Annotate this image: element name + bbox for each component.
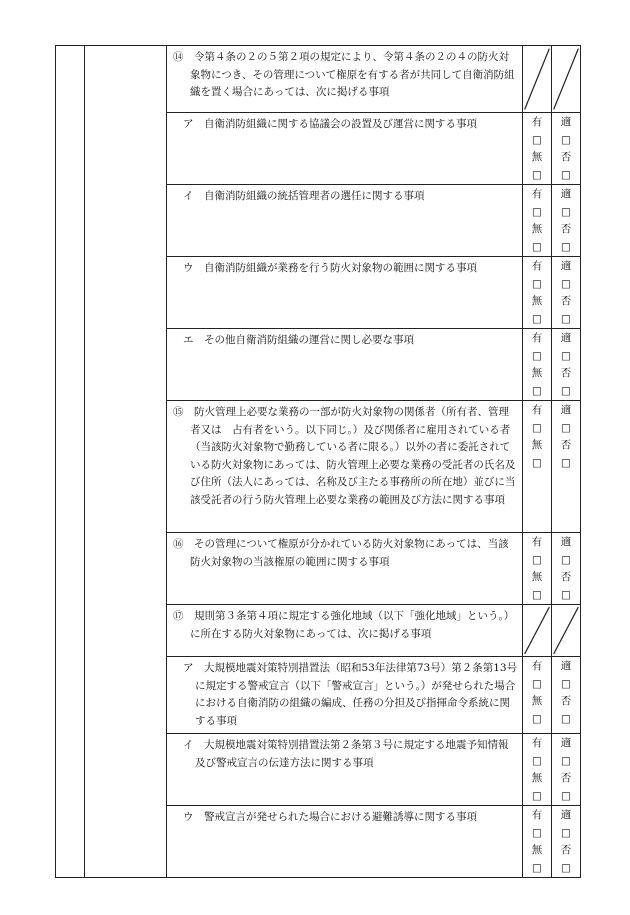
judgement-checkbox-2[interactable]: □ bbox=[561, 312, 571, 325]
judgement-label-1: 適 bbox=[560, 332, 572, 344]
sub-item-text: イ 自衛消防組織の統括管理者の選任に関する事項 bbox=[183, 190, 425, 202]
judgement-checkbox-2[interactable]: □ bbox=[561, 789, 571, 802]
presence-checkbox-1[interactable]: □ bbox=[532, 677, 542, 690]
item-description-cell bbox=[167, 401, 523, 533]
presence-label-1: 有 bbox=[531, 332, 543, 344]
judgement-cell bbox=[552, 257, 581, 329]
presence-checkbox-2[interactable]: □ bbox=[532, 861, 542, 874]
item-description-cell bbox=[167, 329, 523, 401]
judgement-checkbox-2[interactable]: □ bbox=[561, 168, 571, 181]
item-text: ⑭ 令第４条の２の５第２項の規定により、令第４条の２の４の防火対象物につき、その管理について権原を有する者が共同して自衛消防組織を置く場合にあっては、次に掲げる事項 bbox=[173, 51, 515, 98]
presence-marks bbox=[523, 257, 551, 328]
presence-marks bbox=[523, 533, 551, 604]
presence-cell bbox=[523, 401, 552, 533]
judgement-marks bbox=[552, 257, 580, 328]
item-description-cell bbox=[167, 46, 523, 113]
judgement-cell bbox=[552, 734, 581, 806]
judgement-label-1: 適 bbox=[560, 809, 572, 821]
judgement-label-1: 適 bbox=[560, 260, 572, 272]
presence-label-2: 無 bbox=[531, 695, 543, 707]
judgement-marks bbox=[552, 533, 580, 604]
presence-marks bbox=[523, 657, 551, 728]
judgement-label-2: 否 bbox=[560, 295, 572, 307]
presence-checkbox-2[interactable]: □ bbox=[532, 456, 542, 469]
presence-label-2: 無 bbox=[531, 223, 543, 235]
presence-checkbox-1[interactable]: □ bbox=[532, 205, 542, 218]
judgement-marks bbox=[552, 113, 580, 184]
diagonal-slash-icon bbox=[552, 605, 580, 656]
item-text: ⑰ 規則第３条第４項に規定する強化地域（以下「強化地域」という。）に所在する防火対象物にあっては、次に掲げる事項 bbox=[173, 610, 515, 640]
table-row bbox=[56, 46, 581, 113]
presence-label-1: 有 bbox=[531, 660, 543, 672]
judgement-checkbox-1[interactable]: □ bbox=[561, 133, 571, 146]
sub-item-text: ウ 自衛消防組織が業務を行う防火対象物の範囲に関する事項 bbox=[183, 262, 477, 274]
presence-cell bbox=[523, 113, 552, 185]
presence-checkbox-2[interactable]: □ bbox=[532, 588, 542, 601]
judgement-label-2: 否 bbox=[560, 439, 572, 451]
presence-cell bbox=[523, 657, 552, 734]
presence-label-2: 無 bbox=[531, 571, 543, 583]
presence-marks bbox=[523, 734, 551, 805]
item-text: ⑮ 防火管理上必要な業務の一部が防火対象物の関係者（所有者、管理者又は 占有者をいう。以下同じ。）及び関係者に雇用されている者（当該防火対象物で勤務している者に限る。）以外の者に委託されている防火対象物にあっては、防火管理上必要な業務の受託者の氏名及び住所（法人にあっては、名称及び主たる事務所の所在地）並びに当該受託者の行う防火管理上必要な業務の範囲及び方法に関する事項 bbox=[173, 406, 516, 506]
diagonal-slash-line bbox=[554, 49, 579, 110]
judgement-cell bbox=[552, 113, 581, 185]
item-description-cell bbox=[167, 533, 523, 605]
judgement-checkbox-2[interactable]: □ bbox=[561, 384, 571, 397]
judgement-label-2: 否 bbox=[560, 571, 572, 583]
judgement-label-1: 適 bbox=[560, 737, 572, 749]
judgement-checkbox-1[interactable]: □ bbox=[561, 553, 571, 566]
presence-checkbox-2[interactable]: □ bbox=[532, 168, 542, 181]
presence-slash-cell bbox=[523, 605, 552, 657]
judgement-label-2: 否 bbox=[560, 844, 572, 856]
presence-checkbox-2[interactable]: □ bbox=[532, 240, 542, 253]
presence-label-2: 無 bbox=[531, 844, 543, 856]
presence-marks bbox=[523, 806, 551, 877]
presence-label-1: 有 bbox=[531, 188, 543, 200]
judgement-cell bbox=[552, 329, 581, 401]
diagonal-slash-line bbox=[554, 607, 579, 654]
presence-checkbox-2[interactable]: □ bbox=[532, 789, 542, 802]
judgement-marks bbox=[552, 657, 580, 728]
judgement-checkbox-1[interactable]: □ bbox=[561, 826, 571, 839]
judgement-checkbox-2[interactable]: □ bbox=[561, 240, 571, 253]
judgement-label-2: 否 bbox=[560, 695, 572, 707]
judgement-cell bbox=[552, 185, 581, 257]
judgement-marks bbox=[552, 806, 580, 877]
presence-slash-cell bbox=[523, 46, 552, 113]
item-description-cell bbox=[167, 657, 523, 734]
presence-marks bbox=[523, 185, 551, 256]
judgement-label-1: 適 bbox=[560, 536, 572, 548]
judgement-marks bbox=[552, 329, 580, 400]
judgement-cell bbox=[552, 657, 581, 734]
presence-checkbox-1[interactable]: □ bbox=[532, 826, 542, 839]
presence-checkbox-1[interactable]: □ bbox=[532, 349, 542, 362]
judgement-label-1: 適 bbox=[560, 188, 572, 200]
judgement-cell bbox=[552, 806, 581, 878]
judgement-checkbox-1[interactable]: □ bbox=[561, 205, 571, 218]
sub-item-text: ア 大規模地震対策特別措置法（昭和53年法律第73号）第２条第13号に規定する警戒宣言（以下「警戒宣言」という。）が発せられた場合における自衛消防の組織の編成、任務の分担及び指揮命令系統に関する事項 bbox=[183, 662, 518, 727]
checklist-body bbox=[56, 46, 581, 878]
judgement-slash-cell bbox=[552, 605, 581, 657]
judgement-marks bbox=[552, 185, 580, 256]
presence-checkbox-1[interactable]: □ bbox=[532, 277, 542, 290]
diagonal-slash-icon bbox=[552, 46, 580, 112]
presence-cell bbox=[523, 329, 552, 401]
sub-item-text: ア 自衛消防組織に関する協議会の設置及び運営に関する事項 bbox=[183, 118, 477, 130]
presence-checkbox-2[interactable]: □ bbox=[532, 712, 542, 725]
sub-item-text: エ その他自衛消防組織の運営に関し必要な事項 bbox=[183, 334, 414, 346]
presence-label-2: 無 bbox=[531, 151, 543, 163]
judgement-checkbox-1[interactable]: □ bbox=[561, 349, 571, 362]
item-description-cell bbox=[167, 113, 523, 185]
diagonal-slash-icon bbox=[523, 46, 551, 112]
presence-label-2: 無 bbox=[531, 439, 543, 451]
presence-checkbox-1[interactable]: □ bbox=[532, 754, 542, 767]
presence-checkbox-1[interactable]: □ bbox=[532, 553, 542, 566]
presence-label-2: 無 bbox=[531, 295, 543, 307]
judgement-label-2: 否 bbox=[560, 772, 572, 784]
presence-checkbox-1[interactable]: □ bbox=[532, 421, 542, 434]
judgement-label-1: 適 bbox=[560, 116, 572, 128]
judgement-checkbox-2[interactable]: □ bbox=[561, 861, 571, 874]
presence-checkbox-1[interactable]: □ bbox=[532, 133, 542, 146]
presence-cell bbox=[523, 806, 552, 878]
diagonal-slash-icon bbox=[523, 605, 551, 656]
judgement-slash-cell bbox=[552, 46, 581, 113]
category-column-cell bbox=[56, 46, 85, 878]
judgement-label-2: 否 bbox=[560, 151, 572, 163]
diagonal-slash-line bbox=[525, 607, 550, 654]
item-description-cell bbox=[167, 605, 523, 657]
judgement-cell bbox=[552, 533, 581, 605]
judgement-cell bbox=[552, 401, 581, 533]
judgement-label-2: 否 bbox=[560, 223, 572, 235]
judgement-checkbox-1[interactable]: □ bbox=[561, 677, 571, 690]
presence-label-1: 有 bbox=[531, 260, 543, 272]
judgement-checkbox-1[interactable]: □ bbox=[561, 754, 571, 767]
judgement-checkbox-2[interactable]: □ bbox=[561, 712, 571, 725]
presence-label-1: 有 bbox=[531, 809, 543, 821]
presence-label-1: 有 bbox=[531, 404, 543, 416]
presence-cell bbox=[523, 257, 552, 329]
item-description-cell bbox=[167, 734, 523, 806]
judgement-label-2: 否 bbox=[560, 367, 572, 379]
diagonal-slash-line bbox=[525, 49, 550, 110]
judgement-marks bbox=[552, 401, 580, 472]
presence-checkbox-2[interactable]: □ bbox=[532, 384, 542, 397]
presence-checkbox-2[interactable]: □ bbox=[532, 312, 542, 325]
judgement-checkbox-1[interactable]: □ bbox=[561, 277, 571, 290]
judgement-checkbox-1[interactable]: □ bbox=[561, 421, 571, 434]
presence-cell bbox=[523, 185, 552, 257]
judgement-checkbox-2[interactable]: □ bbox=[561, 456, 571, 469]
presence-marks bbox=[523, 329, 551, 400]
sub-item-text: イ 大規模地震対策特別措置法第２条第３号に規定する地震予知情報及び警戒宣言の伝達方法に関する事項 bbox=[183, 739, 509, 769]
item-description-cell bbox=[167, 806, 523, 878]
presence-marks bbox=[523, 113, 551, 184]
sub-item-text: ウ 警戒宣言が発せられた場合における避難誘導に関する事項 bbox=[183, 811, 477, 823]
presence-marks bbox=[523, 401, 551, 472]
presence-label-2: 無 bbox=[531, 367, 543, 379]
presence-label-1: 有 bbox=[531, 116, 543, 128]
judgement-label-1: 適 bbox=[560, 404, 572, 416]
item-description-cell bbox=[167, 185, 523, 257]
item-text: ⑯ その管理について権原が分かれている防火対象物にあっては、当該防火対象物の当該権原の範囲に関する事項 bbox=[173, 538, 509, 568]
judgement-checkbox-2[interactable]: □ bbox=[561, 588, 571, 601]
item-description-cell bbox=[167, 257, 523, 329]
fire-plan-checklist-table bbox=[55, 45, 581, 878]
section-column-cell bbox=[85, 46, 167, 878]
presence-label-1: 有 bbox=[531, 536, 543, 548]
presence-cell bbox=[523, 533, 552, 605]
presence-label-1: 有 bbox=[531, 737, 543, 749]
judgement-marks bbox=[552, 734, 580, 805]
presence-cell bbox=[523, 734, 552, 806]
judgement-label-1: 適 bbox=[560, 660, 572, 672]
presence-label-2: 無 bbox=[531, 772, 543, 784]
